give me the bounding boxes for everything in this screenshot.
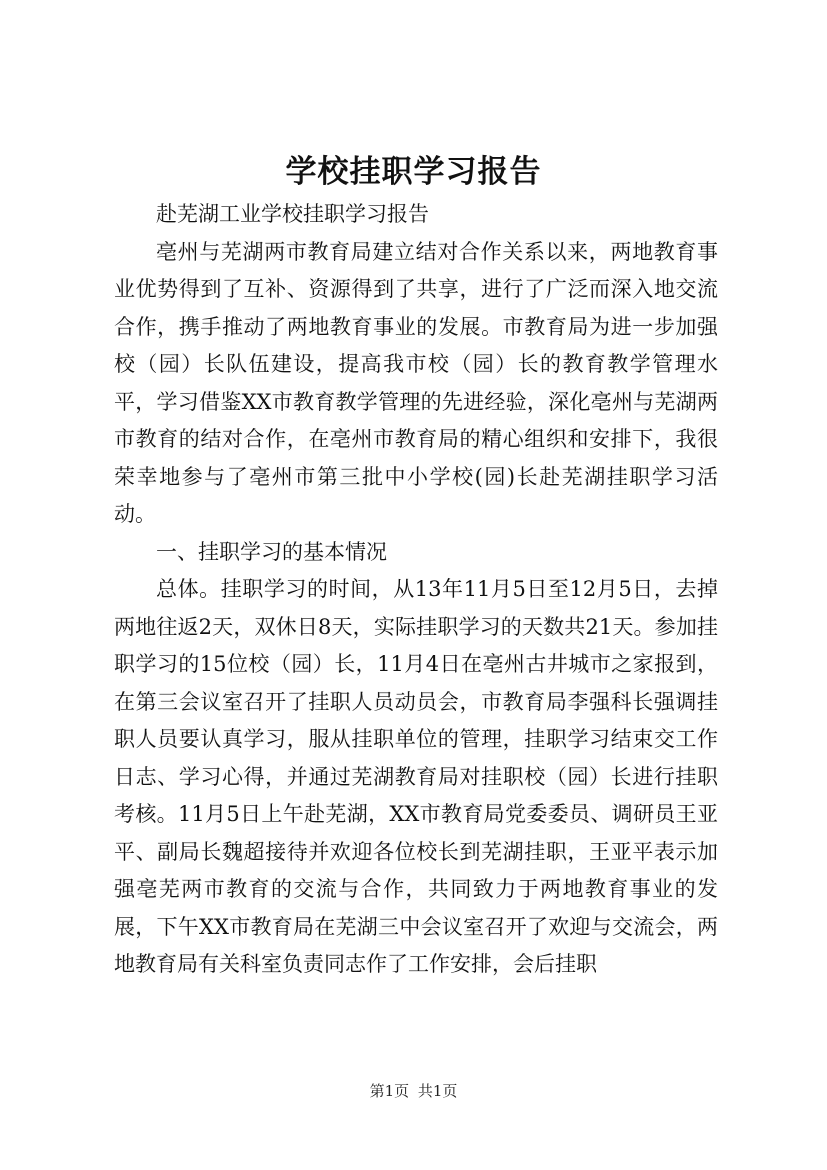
section-heading: 一、挂职学习的基本情况 — [156, 539, 387, 564]
overview-paragraph: 总体。挂职学习的时间，从13年11月5日至12月5日，去掉两地往返2天，双休日8天，实际挂职学习的天数共21天。参加挂职学习的15位校（园）长，11月4日在亳州古井城市之家报到，在第三会议室召开了挂职人员动员会，市教育局李强科长强调挂职人员要认真学习，服从挂职单位的管理，挂职学习结束交工作日志、学习心得，并通过芜湖教育局对挂职校（园）长进行挂职考核。11月5日上午赴芜湖，XX市教育局党委委员、调研员王亚平、副局长魏超接待并欢迎各位校长到芜湖挂职，王亚平表示加强亳芜两市教育的交流与合作，共同致力于两地教育事业的发展，下午XX市教育局在芜湖三中会议室召开了欢迎与交流会，两地教育局有关科室负责同志作了工作安排，会后挂职 — [114, 577, 718, 976]
page-footer — [0, 1080, 827, 1101]
page-total: 共1页 — [417, 1082, 458, 1100]
intro-paragraph: 亳州与芜湖两市教育局建立结对合作关系以来，两地教育事业优势得到了互补、资源得到了共享，进行了广泛而深入地交流合作，携手推动了两地教育事业的发展。市教育局为进一步加强校（园）长队伍建设，提高我市校（园）长的教育教学管理水平，学习借鉴XX市教育教学管理的先进经验，深化亳州与芜湖两市教育的结对合作，在亳州市教育局的精心组织和安排下，我很荣幸地参与了亳州市第三批中小学校(园)长赴芜湖挂职学习活动。 — [114, 239, 718, 526]
page-number: 第1页 — [369, 1082, 410, 1100]
document-title: 学校挂职学习报告 — [285, 154, 542, 190]
report-subtitle: 赴芜湖工业学校挂职学习报告 — [156, 202, 429, 226]
document-body — [114, 196, 718, 984]
